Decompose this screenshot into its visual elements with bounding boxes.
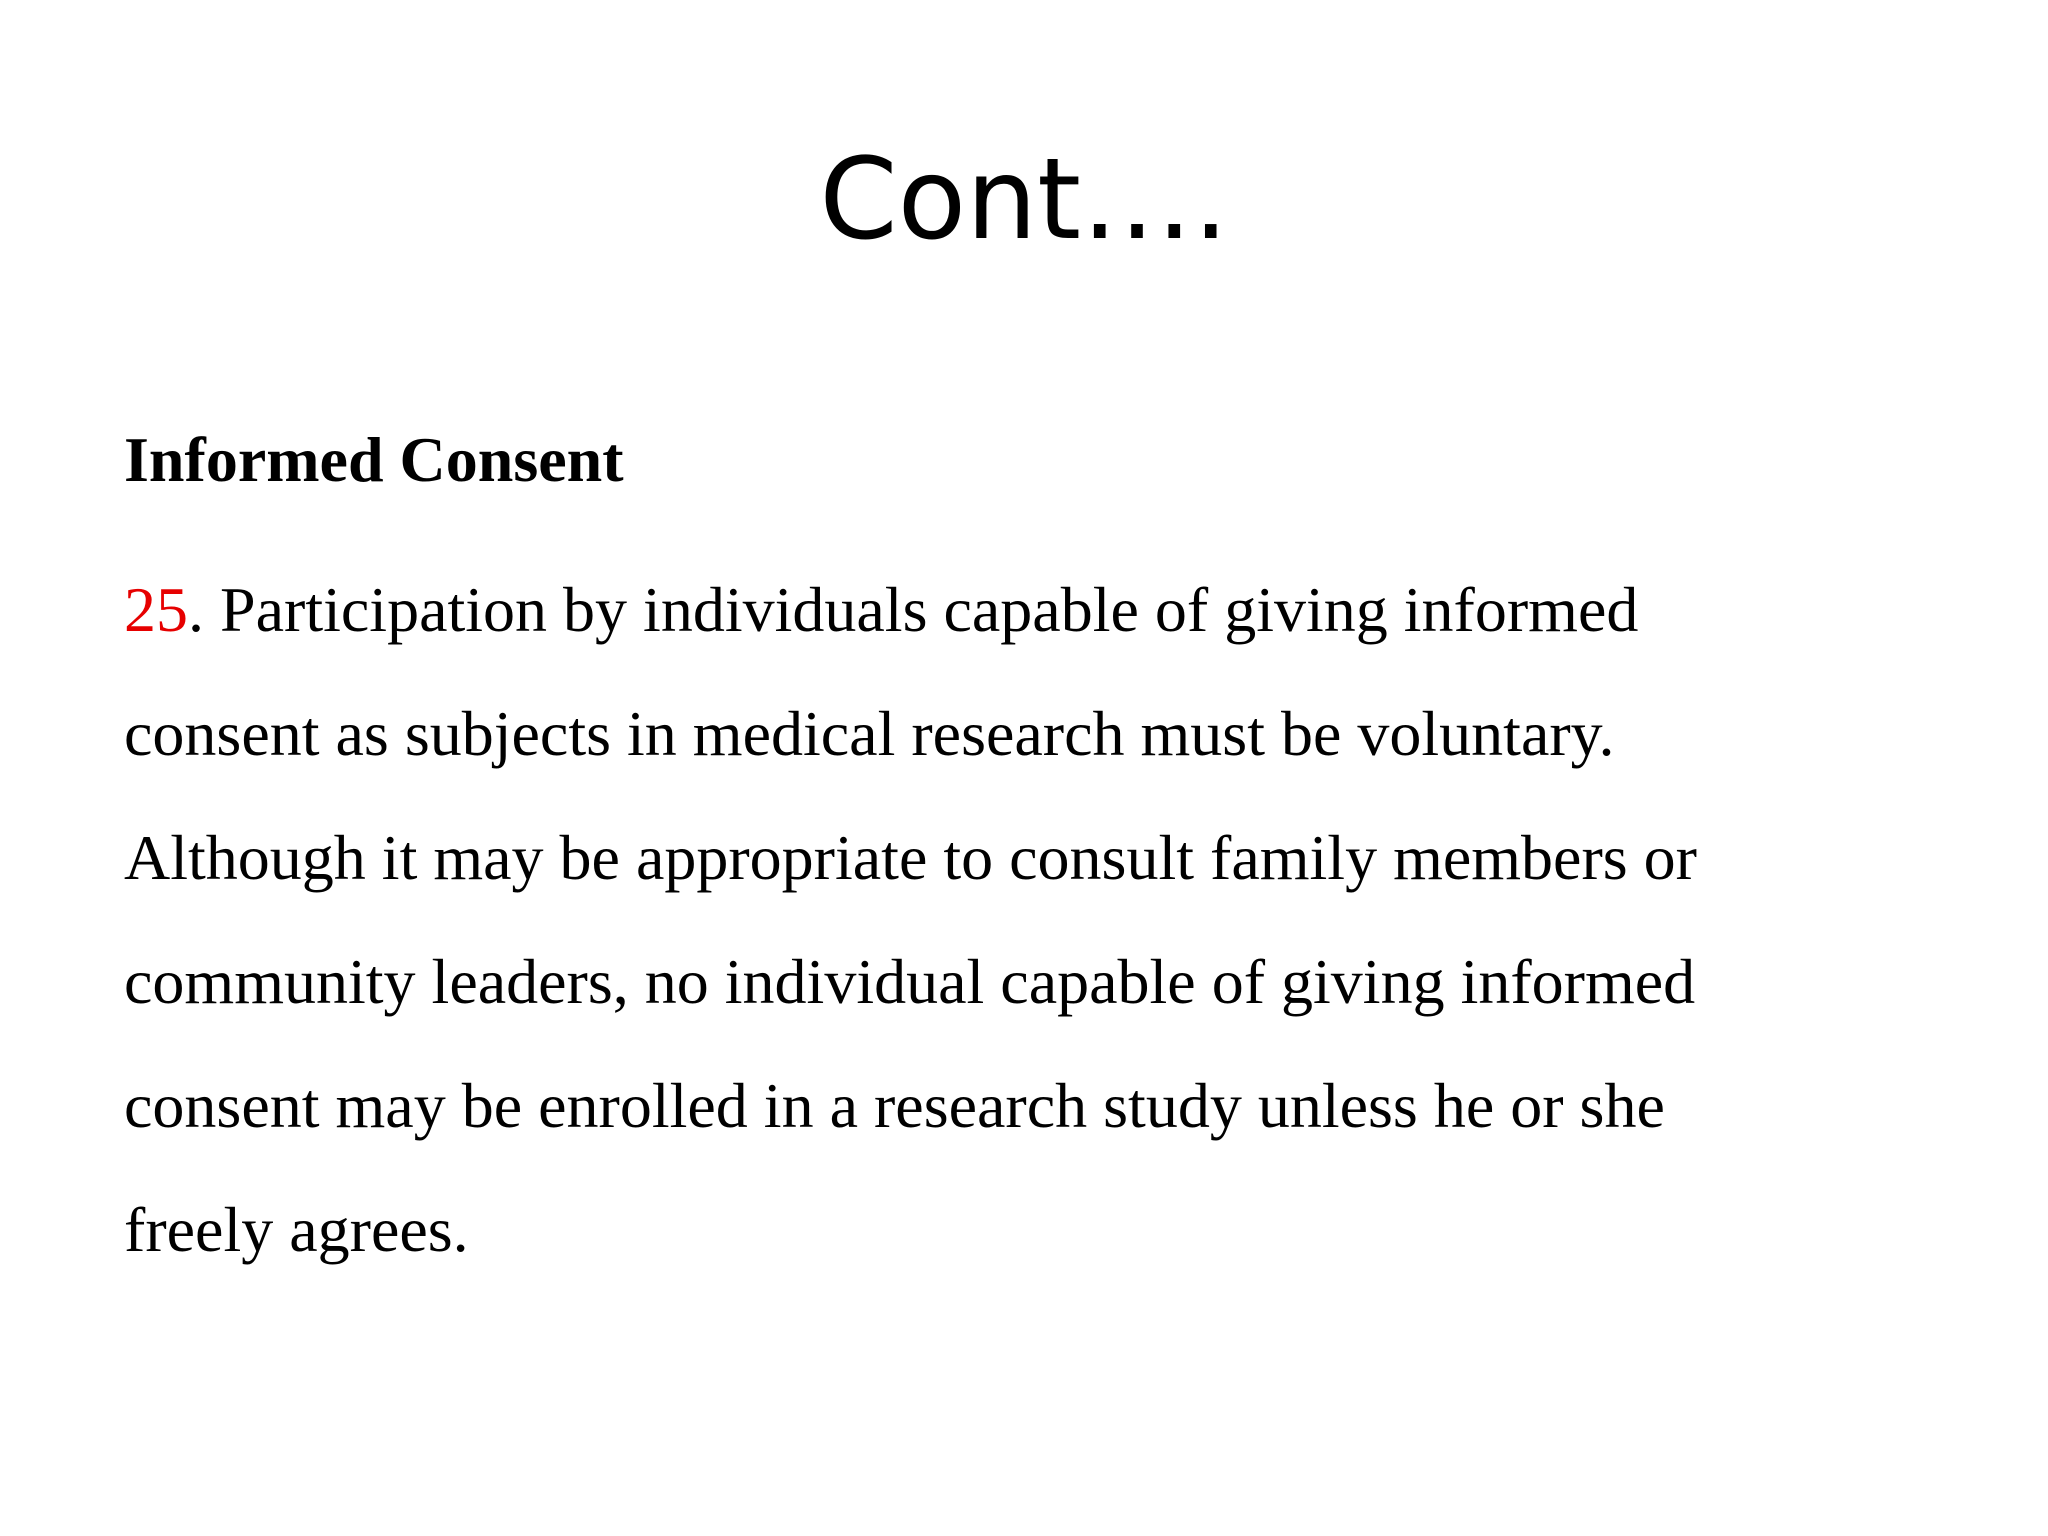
paragraph-line-3: Although it may be appropriate to consult family members or <box>124 822 1697 893</box>
paragraph-line-1: Participation by individuals capable of giving informed <box>204 574 1639 645</box>
slide-title: Cont…. <box>819 135 1229 265</box>
paragraph-number: 25 <box>124 574 188 645</box>
section-heading: Informed Consent <box>124 424 624 495</box>
paragraph-line-6: freely agrees. <box>124 1194 469 1265</box>
paragraph-line-4: community leaders, no individual capable of giving informed <box>124 946 1696 1017</box>
article-paragraph <box>124 548 1944 1292</box>
slide-body <box>124 420 1944 1292</box>
paragraph-number-separator: . <box>188 574 204 645</box>
paragraph-line-2: consent as subjects in medical research must be voluntary. <box>124 698 1615 769</box>
paragraph-line-5: consent may be enrolled in a research study unless he or she <box>124 1070 1665 1141</box>
